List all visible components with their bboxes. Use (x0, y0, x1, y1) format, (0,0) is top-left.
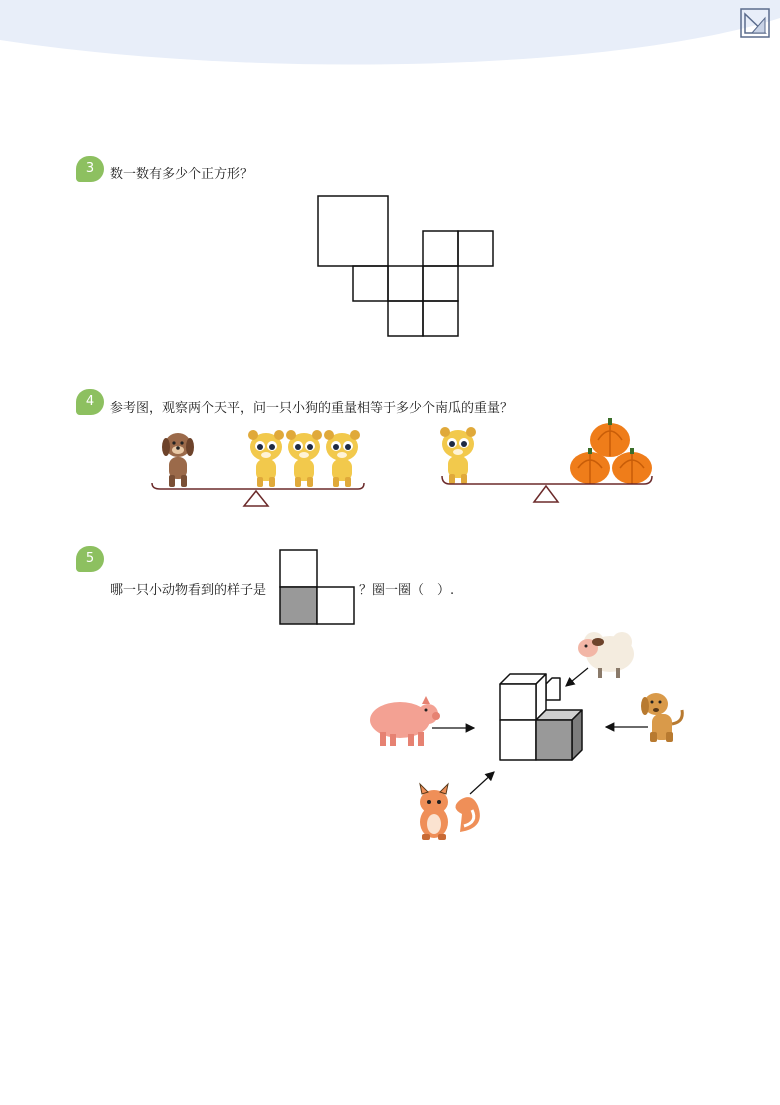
dog-icon (641, 693, 682, 742)
question-text-after: ？圈一圈（ ）. (359, 583, 455, 598)
cube-stack (500, 674, 582, 760)
question-number-badge: 3 (76, 156, 104, 182)
squares-figure (317, 195, 495, 339)
balance-scale-left (150, 425, 370, 510)
leopard-cub-icon (324, 430, 360, 487)
ruler-triangle-logo-icon (740, 8, 770, 38)
question-text: 参考图，观察两个天平，问一只小狗的重量相等于多少个南瓜的重量？ (110, 401, 514, 416)
target-view-figure (279, 549, 357, 627)
leopard-cub-icon (248, 430, 284, 487)
arrow-sheep (566, 668, 588, 686)
header-band (0, 0, 780, 80)
arrow-squirrel (470, 772, 494, 794)
dog-icon (162, 433, 194, 487)
question-text: 数一数有多少个正方形？ (110, 167, 254, 182)
question-text-before: 哪一只小动物看到的样子是 (110, 583, 267, 598)
sheep-icon (578, 632, 634, 678)
pumpkin-icon (590, 418, 630, 457)
question-number-badge: 4 (76, 389, 104, 415)
leopard-cub-icon (440, 427, 476, 484)
pig-icon (370, 696, 440, 746)
question-number-badge: 5 (76, 546, 104, 572)
leopard-cub-icon (286, 430, 322, 487)
balance-scale-right (440, 418, 656, 506)
cube-scene (360, 622, 700, 852)
